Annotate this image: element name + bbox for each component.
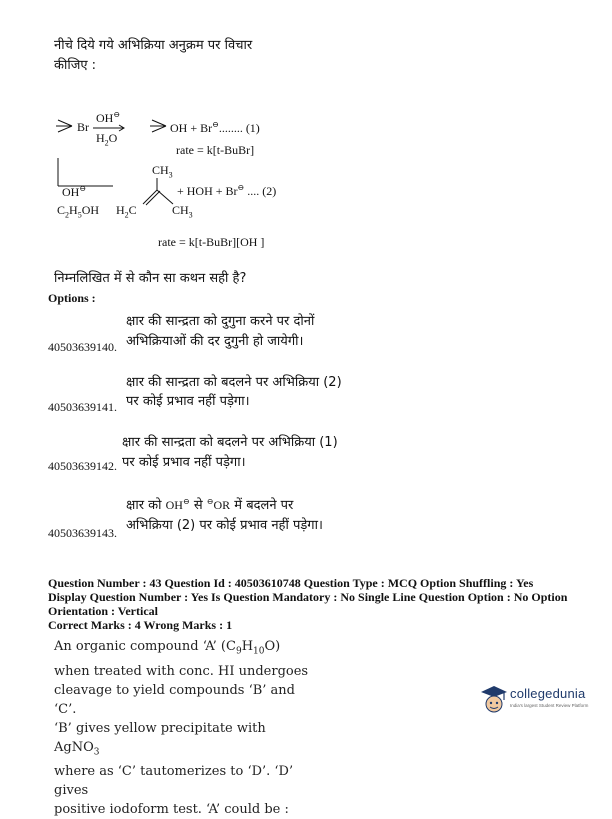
reagent-oh: OH⊖: [96, 110, 121, 125]
question-intro-line1: नीचे दिये गये अभिक्रिया अनुक्रम पर विचार: [54, 38, 253, 53]
option-2-id: 40503639141.: [48, 400, 117, 414]
meta-line4: Correct Marks : 4 Wrong Marks : 1: [48, 618, 233, 632]
reagent-oh-2: OH⊖: [62, 184, 87, 199]
meta-line1: Question Number : 43 Question Id : 40503610748 Question Type : MCQ Option Shuffling : Yes: [48, 576, 534, 590]
ch3-top: $CH_3$: [152, 163, 173, 180]
reaction-2-products: + HOH + Br⊖ .... (2): [177, 183, 277, 198]
question-line1: An organic compound ‘A’ $(C_9H_{10}O)$: [54, 639, 281, 657]
h2c-group: $H_2C$: [116, 203, 137, 220]
question-line3: cleavage to yield compounds ‘B’ and ‘C’.: [54, 682, 295, 717]
option-4-line2: अभिक्रिया (2) पर कोई प्रभाव नहीं पड़ेगा।: [126, 518, 323, 533]
logo-tagline: India's largest Student Review Platform: [510, 703, 589, 708]
question-line2: when treated with conc. HI undergoes: [54, 663, 309, 679]
question-line5: where as ‘C’ tautomerizes to ‘D’. ‘D’ gives: [54, 764, 294, 799]
question-text-hindi: निम्नलिखित में से कौन सा कथन सही है?: [54, 271, 247, 286]
question-line6: positive iodoform test. ‘A’ could be :: [54, 802, 289, 818]
option-3-line2: पर कोई प्रभाव नहीं पड़ेगा।: [122, 455, 246, 470]
reagent-solvent: $H_2O$: [96, 131, 118, 148]
reaction-2-rate: rate = k[t-BuBr][OH ]: [158, 235, 265, 249]
option-1-id: 40503639140.: [48, 340, 117, 354]
option-3-line1: क्षार की सान्द्रता को बदलने पर अभिक्रिया (1): [122, 435, 338, 450]
meta-line3: Orientation : Vertical: [48, 604, 158, 618]
option-4-line1: क्षार को OH⊖ से ⊖OR में बदलने पर: [126, 497, 294, 513]
tbutyl-skeleton-icon: [148, 118, 170, 134]
question-meta: [48, 576, 608, 632]
reactant-br: Br: [77, 120, 89, 134]
tbutyl-skeleton-icon: [54, 118, 76, 134]
reaction-1-products: OH + Br⊖........ (1): [170, 120, 260, 135]
logo-name: collegedunia: [510, 686, 586, 701]
graduate-mascot-icon: [480, 684, 508, 714]
options-label: Options :: [48, 291, 96, 305]
meta-line2: Display Question Number : Yes Is Question Mandatory : No Single Line Question Option : No Option: [48, 590, 568, 604]
option-1-line1: क्षार की सान्द्रता को दुगुना करने पर दोनों: [126, 314, 315, 329]
option-2-line2: पर कोई प्रभाव नहीं पड़ेगा।: [126, 394, 250, 409]
ch3-bottom: $CH_3$: [172, 203, 193, 220]
question-intro-line2: कीजिए :: [54, 58, 97, 73]
option-4-id: 40503639143.: [48, 526, 117, 540]
option-1-line2: अभिक्रियाओं की दर दुगुनी हो जायेगी।: [126, 334, 304, 349]
question-line4: ‘B’ gives yellow precipitate with AgNO$_3$: [54, 720, 266, 758]
collegedunia-logo[interactable]: [480, 680, 600, 716]
option-3-id: 40503639142.: [48, 459, 117, 473]
option-2-line1: क्षार की सान्द्रता को बदलने पर अभिक्रिया (2): [126, 375, 342, 390]
reaction-1-rate: rate = k[t-BuBr]: [176, 143, 255, 157]
reagent-solvent-2: $C_2H_5OH$: [57, 203, 100, 220]
